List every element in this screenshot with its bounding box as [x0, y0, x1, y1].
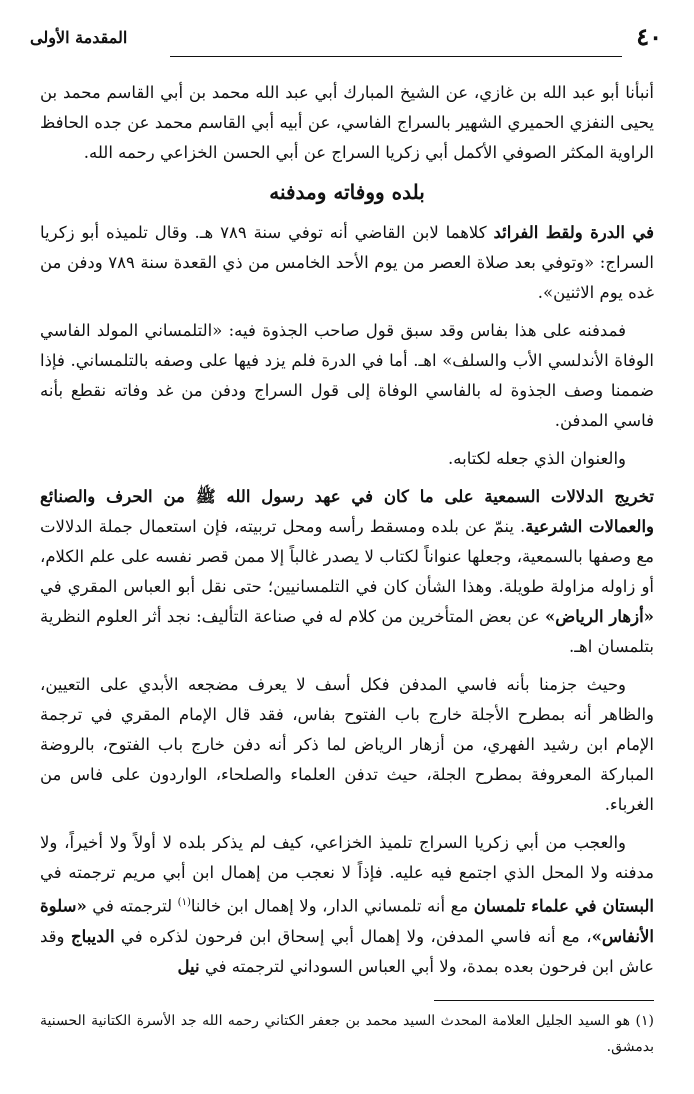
paragraph-death-text: كلاهما لابن القاضي أنه توفي سنة ٧٨٩ هـ. وقال تلميذه أبو زكريا السراج: «وتوفي بعد صلاة العصر من يوم الأحد الخامس من ذي القعدة سنة ٧٨٩ ودفن من غده يوم الاثنين». — [40, 223, 655, 302]
footnote: (١) هو السيد الجليل العلامة المحدث السيد محمد بن جعفر الكتاني رحمه الله جد الأسرة الكتانية الحسنية بدمشق. — [40, 1013, 654, 1055]
footnote-marker[interactable]: (١) — [177, 897, 191, 908]
paragraph-title-intro: والعنوان الذي جعله لكتابه. — [448, 449, 626, 468]
paragraph-death — [40, 218, 654, 308]
body-text — [40, 78, 654, 990]
book-title-salwa: «سلوة الأنفاس» — [40, 896, 654, 946]
page-header — [30, 18, 662, 58]
book-title-takhrij: تخريج الدلالات السمعية على ما كان في عهد رسول الله ﷺ من الحرف والصنائع والعمالات الشرعية — [40, 487, 654, 536]
paragraph-book-title: تخريج الدلالات السمعية على ما كان في عهد رسول الله ﷺ من الحرف والصنائع والعمالات الشرعية. ينمّ عن بلده ومسقط رأسه ومحل تربيته، فإن استعمال جملة الدلالات مع وصفها بالسمعية، وجعلها عنواناً لكتاب لا يصدر غالباً إلا ممن قصر نفسه على علم الكلام، أو زاوله مزاولة طويلة. وهذا الشأن كان في التلمسانيين؛ حتى نقل أبو العباس المقري في «أزهار الرياض» عن بعض المتأخرين من كلام له في صناعة التأليف: نجد أثر العلوم النظرية بتلمسان اهـ. — [40, 487, 654, 656]
book-title-nayl: نيل — [177, 956, 200, 976]
footnote-rule — [434, 1000, 654, 1001]
book-title-dibaj: الديباج — [71, 926, 115, 946]
running-title: المقدمة الأولى — [30, 28, 128, 47]
section-heading: بلده ووفاته ومدفنه — [269, 180, 425, 204]
paragraph-isnad: أنبأنا أبو عبد الله بن غازي، عن الشيخ المبارك أبي عبد الله محمد بن أبي القاسم محمد بن يحيى النفزي الحميري الشهير بالسراج الفاسي، عن أبيه أبي القاسم محمد عن جده الحافظ الراوية المكثر الصوفي الأكمل أبي زكريا السراج عن أبي الحسن الخزاعي رحمه الله. — [40, 83, 654, 162]
page-number: ٤٠ — [636, 22, 662, 51]
book-title-durra: في الدرة ولقط الفرائد — [493, 223, 654, 242]
paragraph-wonder: والعجب من أبي زكريا السراج تلميذ الخزاعي، كيف لم يذكر بلده لا أولاً ولا أخيراً، ولا مدفنه ولا المحل الذي اجتمع فيه عليه. فإذاً لا نعجب من إهمال ابن أبي مريم ترجمته في البستان في علماء تلمسان مع أنه تلمساني الدار، ولا إهمال ابن خالنا$^{(١)}$ لترجمته في «سلوة الأنفاس»، مع أنه فاسي المدفن، ولا إهمال أبي إسحاق ابن فرحون لذكره في الديباج وقد عاش ابن فرحون بعده بمدة، ولا أبي العباس السوداني لترجمته في نيل — [40, 833, 654, 976]
paragraph-burial: فمدفنه على هذا بفاس وقد سبق قول صاحب الجذوة فيه: «التلمساني المولد الفاسي الوفاة الأندلسي الأب والسلف» اهـ. أما في الدرة فلم يزد فيها على وصفه بالتلمساني. فإذا ضممنا وصف الجذوة له بالفاسي الوفاة إلى قول السراج ودفن من غد وفاته نقطع بأنه فاسي المدفن. — [40, 321, 654, 430]
book-title-azhar: «أزهار الرياض» — [544, 607, 654, 626]
paragraph-grave: وحيث جزمنا بأنه فاسي المدفن فكل أسف لا يعرف مضجعه الأبدي على التعيين، والظاهر أنه بمطرح الأجلة خارج باب الفتوح بفاس، فقد قال الإمام المقري في ترجمة الإمام ابن رشيد الفهري، من أزهار الرياض لما ذكر أنه دفن خارج باب الفتوح، بالروضة المباركة المعروفة بمطرح الجلة، حيث تدفن العلماء والصلحاء، الواردون على فاس من الغرباء. — [40, 675, 654, 814]
header-rule — [170, 56, 622, 57]
book-title-bustan: البستان في علماء تلمسان — [473, 896, 654, 916]
